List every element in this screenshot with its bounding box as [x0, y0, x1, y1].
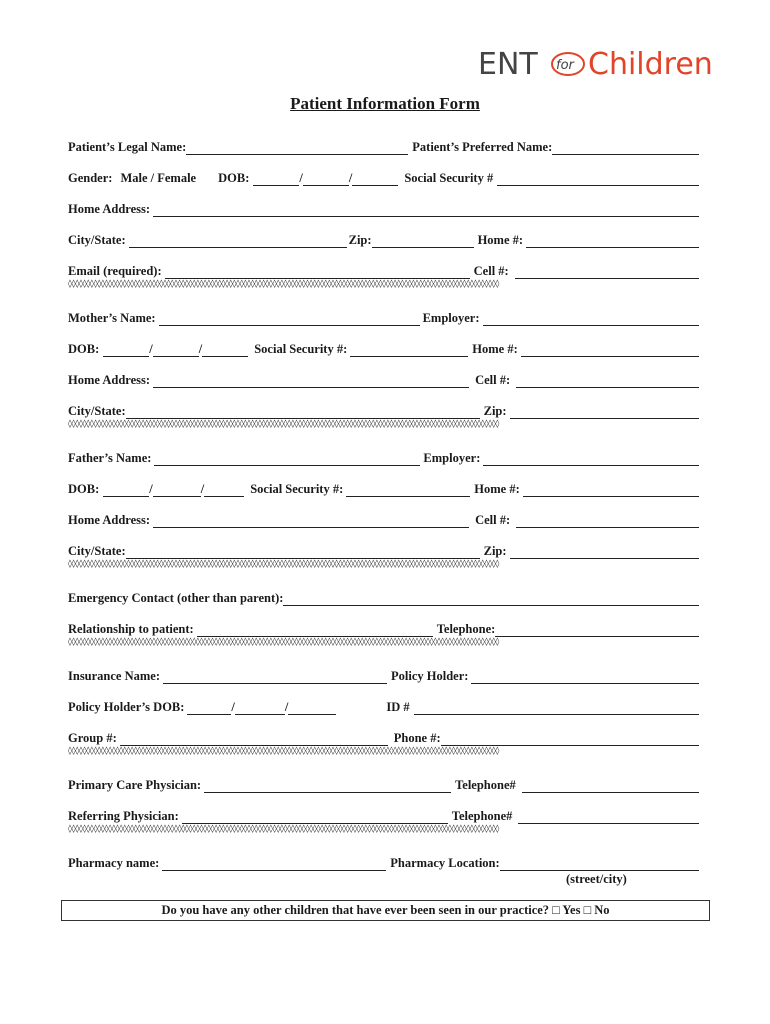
field-father-dob-year[interactable]: [204, 483, 244, 497]
separator-5: ◊◊◊◊◊◊◊◊◊◊◊◊◊◊◊◊◊◊◊◊◊◊◊◊◊◊◊◊◊◊◊◊◊◊◊◊◊◊◊◊◊◊◊◊◊◊◊◊◊◊◊◊◊◊◊◊◊◊◊◊◊◊◊◊◊◊◊◊◊◊◊◊◊◊◊◊◊◊◊◊◊◊◊◊◊◊◊◊◊◊◊◊◊◊◊◊◊◊◊◊◊◊◊◊◊◊◊◊◊◊◊◊◊◊◊◊◊◊: [68, 746, 500, 755]
label-mother-zip: Zip:: [483, 404, 507, 418]
logo-ent-text: ENT: [478, 47, 538, 82]
label-referring-physician: Referring Physician:: [68, 809, 179, 823]
logo-for-text: for: [556, 58, 574, 73]
field-mother-dob-month[interactable]: [103, 343, 149, 357]
row-referring-physician: [68, 806, 699, 824]
field-mother-address[interactable]: [153, 374, 469, 388]
label-holder-dob: Policy Holder’s DOB:: [68, 700, 185, 714]
label-father-city: City/State:: [68, 544, 126, 558]
field-primary-physician[interactable]: [204, 779, 451, 793]
separator-3: ◊◊◊◊◊◊◊◊◊◊◊◊◊◊◊◊◊◊◊◊◊◊◊◊◊◊◊◊◊◊◊◊◊◊◊◊◊◊◊◊◊◊◊◊◊◊◊◊◊◊◊◊◊◊◊◊◊◊◊◊◊◊◊◊◊◊◊◊◊◊◊◊◊◊◊◊◊◊◊◊◊◊◊◊◊◊◊◊◊◊◊◊◊◊◊◊◊◊◊◊◊◊◊◊◊◊◊◊◊◊◊◊◊◊◊◊◊◊: [68, 559, 500, 568]
label-dob: DOB:: [218, 171, 250, 185]
label-mother-cell: Cell #:: [475, 373, 511, 387]
field-dob-day[interactable]: [303, 172, 349, 186]
field-father-employer[interactable]: [483, 452, 699, 466]
separator-2: ◊◊◊◊◊◊◊◊◊◊◊◊◊◊◊◊◊◊◊◊◊◊◊◊◊◊◊◊◊◊◊◊◊◊◊◊◊◊◊◊◊◊◊◊◊◊◊◊◊◊◊◊◊◊◊◊◊◊◊◊◊◊◊◊◊◊◊◊◊◊◊◊◊◊◊◊◊◊◊◊◊◊◊◊◊◊◊◊◊◊◊◊◊◊◊◊◊◊◊◊◊◊◊◊◊◊◊◊◊◊◊◊◊◊◊◊◊◊: [68, 419, 500, 428]
field-father-name[interactable]: [154, 452, 420, 466]
label-home-address: Home Address:: [68, 202, 151, 216]
label-mother-home-phone: Home #:: [472, 342, 518, 356]
label-policy-holder: Policy Holder:: [391, 669, 469, 683]
row-policy-dob: Policy Holder’s DOB: / / ID #: [68, 697, 699, 715]
row-insurance-name: [68, 666, 699, 684]
label-insurance-phone: Phone #:: [393, 731, 441, 745]
label-primary-telephone: Telephone#: [455, 778, 516, 792]
field-legal-name[interactable]: [186, 141, 408, 155]
row-mother-name: [68, 308, 699, 326]
label-pharmacy-name: Pharmacy name:: [68, 856, 160, 870]
label-ssn: Social Security #: [404, 171, 494, 185]
label-mother-name: Mother’s Name:: [68, 311, 156, 325]
field-email[interactable]: [165, 265, 470, 279]
label-relationship: Relationship to patient:: [68, 622, 194, 636]
form-title: Patient Information Form: [290, 94, 480, 113]
field-father-dob-month[interactable]: [103, 483, 149, 497]
field-policy-holder[interactable]: [471, 670, 699, 684]
label-cell: Cell #:: [473, 264, 509, 278]
field-city-state[interactable]: [129, 234, 347, 248]
field-emergency-telephone[interactable]: [495, 623, 699, 637]
row-group: [68, 728, 699, 746]
field-home-address[interactable]: [153, 203, 699, 217]
field-father-address[interactable]: [153, 514, 469, 528]
field-father-dob-day[interactable]: [153, 483, 201, 497]
row-mother-address: [68, 370, 699, 388]
label-city-state: City/State:: [68, 233, 126, 247]
row-emergency-contact: [68, 588, 699, 606]
separator-6: ◊◊◊◊◊◊◊◊◊◊◊◊◊◊◊◊◊◊◊◊◊◊◊◊◊◊◊◊◊◊◊◊◊◊◊◊◊◊◊◊◊◊◊◊◊◊◊◊◊◊◊◊◊◊◊◊◊◊◊◊◊◊◊◊◊◊◊◊◊◊◊◊◊◊◊◊◊◊◊◊◊◊◊◊◊◊◊◊◊◊◊◊◊◊◊◊◊◊◊◊◊◊◊◊◊◊◊◊◊◊◊◊◊◊◊◊◊◊: [68, 824, 500, 833]
field-cell[interactable]: [515, 265, 699, 279]
field-home-phone[interactable]: [526, 234, 699, 248]
field-mother-city[interactable]: [126, 405, 480, 419]
field-zip[interactable]: [372, 234, 474, 248]
label-zip: Zip:: [348, 233, 372, 247]
row-father-city: [68, 541, 699, 559]
label-father-cell: Cell #:: [475, 513, 511, 527]
label-father-ssn: Social Security #:: [250, 482, 344, 496]
field-mother-home-phone[interactable]: [521, 343, 699, 357]
label-father-employer: Employer:: [423, 451, 481, 465]
row-pharmacy: [68, 853, 699, 871]
field-dob-year[interactable]: [352, 172, 398, 186]
field-dob-month[interactable]: [253, 172, 299, 186]
separator-4: ◊◊◊◊◊◊◊◊◊◊◊◊◊◊◊◊◊◊◊◊◊◊◊◊◊◊◊◊◊◊◊◊◊◊◊◊◊◊◊◊◊◊◊◊◊◊◊◊◊◊◊◊◊◊◊◊◊◊◊◊◊◊◊◊◊◊◊◊◊◊◊◊◊◊◊◊◊◊◊◊◊◊◊◊◊◊◊◊◊◊◊◊◊◊◊◊◊◊◊◊◊◊◊◊◊◊◊◊◊◊◊◊◊◊◊◊◊◊: [68, 637, 500, 646]
label-emergency-contact: Emergency Contact (other than parent):: [68, 591, 284, 605]
label-group: Group #:: [68, 731, 117, 745]
field-preferred-name[interactable]: [552, 141, 699, 155]
field-mother-employer[interactable]: [483, 312, 699, 326]
field-mother-cell[interactable]: [516, 374, 699, 388]
field-relationship[interactable]: [197, 623, 433, 637]
field-referring-telephone[interactable]: [518, 810, 699, 824]
field-father-home-phone[interactable]: [523, 483, 699, 497]
pharmacy-location-hint: (street/city): [566, 872, 627, 886]
label-mother-address: Home Address:: [68, 373, 151, 387]
field-holder-dob-year[interactable]: [288, 701, 336, 715]
label-mother-city: City/State:: [68, 404, 126, 418]
label-legal-name: Patient’s Legal Name:: [68, 140, 187, 154]
label-mother-employer: Employer:: [422, 311, 480, 325]
label-id: ID #: [386, 700, 410, 714]
label-father-address: Home Address:: [68, 513, 151, 527]
logo-children-text: Children: [588, 47, 713, 82]
field-referring-physician[interactable]: [182, 810, 448, 824]
field-mother-dob-year[interactable]: [202, 343, 248, 357]
label-emergency-telephone: Telephone:: [436, 622, 496, 636]
field-primary-telephone[interactable]: [522, 779, 699, 793]
field-pharmacy-name[interactable]: [162, 857, 386, 871]
field-ssn[interactable]: [497, 172, 699, 186]
row-patient-gender: Gender: Male / Female DOB: / / Social Security #: [68, 168, 699, 186]
field-holder-dob-month[interactable]: [187, 701, 231, 715]
label-referring-telephone: Telephone#: [451, 809, 513, 823]
field-father-city[interactable]: [126, 545, 480, 559]
row-father-dob: DOB: / / Social Security #: Home #:: [68, 479, 699, 497]
row-patient-address: [68, 199, 699, 217]
row-patient-city: [68, 230, 699, 248]
field-pharmacy-location[interactable]: [500, 857, 699, 871]
field-father-cell[interactable]: [516, 514, 699, 528]
row-father-name: [68, 448, 699, 466]
row-father-address: [68, 510, 699, 528]
label-insurance-name: Insurance Name:: [68, 669, 161, 683]
field-holder-dob-day[interactable]: [235, 701, 285, 715]
field-father-zip[interactable]: [510, 545, 699, 559]
label-father-name: Father’s Name:: [68, 451, 152, 465]
label-father-zip: Zip:: [483, 544, 507, 558]
gender-options[interactable]: Male / Female: [120, 171, 197, 185]
field-mother-name[interactable]: [159, 312, 420, 326]
row-mother-dob: DOB: / / Social Security #: Home #:: [68, 339, 699, 357]
label-father-home-phone: Home #:: [474, 482, 520, 496]
label-email: Email (required):: [68, 264, 162, 278]
label-father-dob: DOB:: [68, 482, 100, 496]
label-primary-physician: Primary Care Physician:: [68, 778, 202, 792]
field-insurance-phone[interactable]: [441, 732, 699, 746]
separator-1: ◊◊◊◊◊◊◊◊◊◊◊◊◊◊◊◊◊◊◊◊◊◊◊◊◊◊◊◊◊◊◊◊◊◊◊◊◊◊◊◊◊◊◊◊◊◊◊◊◊◊◊◊◊◊◊◊◊◊◊◊◊◊◊◊◊◊◊◊◊◊◊◊◊◊◊◊◊◊◊◊◊◊◊◊◊◊◊◊◊◊◊◊◊◊◊◊◊◊◊◊◊◊◊◊◊◊◊◊◊◊◊◊◊◊◊◊◊◊: [68, 279, 500, 288]
label-mother-ssn: Social Security #:: [254, 342, 348, 356]
row-patient-email: [68, 261, 699, 279]
label-mother-dob: DOB:: [68, 342, 100, 356]
row-mother-city: [68, 401, 699, 419]
row-primary-physician: [68, 775, 699, 793]
field-mother-zip[interactable]: [510, 405, 699, 419]
field-mother-ssn[interactable]: [350, 343, 468, 357]
label-gender: Gender:: [68, 171, 113, 185]
field-group[interactable]: [120, 732, 388, 746]
label-pharmacy-location: Pharmacy Location:: [390, 856, 500, 870]
field-emergency-contact[interactable]: [283, 592, 699, 606]
field-father-ssn[interactable]: [346, 483, 470, 497]
row-relationship: [68, 619, 699, 637]
label-preferred-name: Patient’s Preferred Name:: [412, 140, 553, 154]
row-patient-names: [68, 137, 699, 155]
field-id[interactable]: [414, 701, 699, 715]
other-children-question[interactable]: Do you have any other children that have ever been seen in our practice? □ Yes □ No: [61, 900, 710, 921]
ent-for-children-logo: [478, 40, 730, 86]
label-home-phone: Home #:: [477, 233, 524, 247]
field-mother-dob-day[interactable]: [153, 343, 199, 357]
field-insurance-name[interactable]: [163, 670, 387, 684]
